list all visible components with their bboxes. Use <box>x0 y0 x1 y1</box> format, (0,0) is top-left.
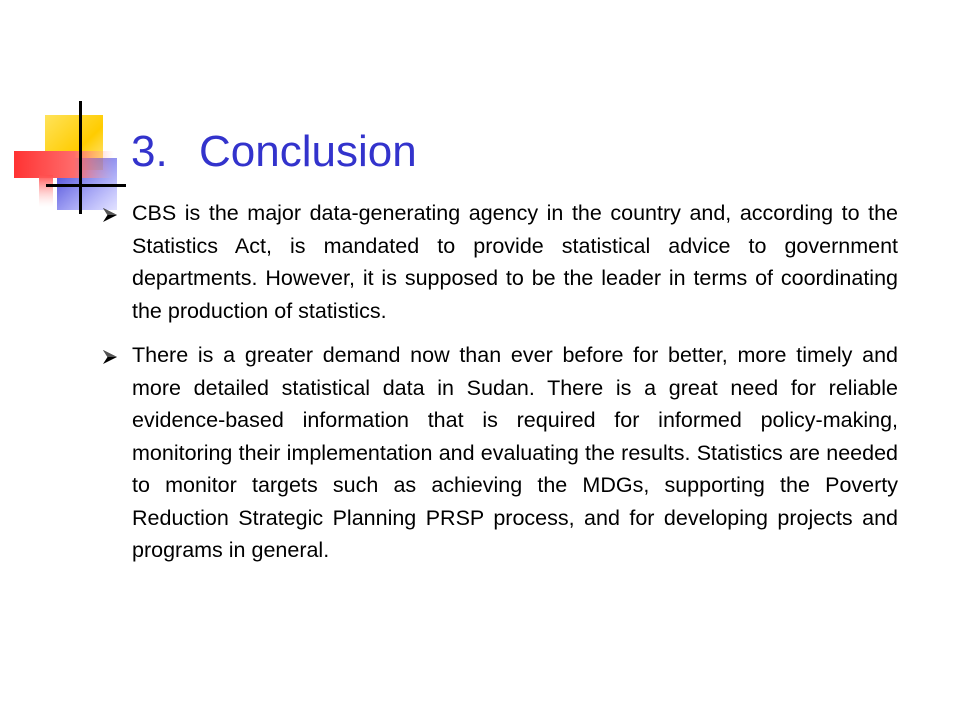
bullet-text: There is a greater demand now than ever before for better, more timely and more detailed statistical data in Sudan. There is a great need for reliable evidence-based information that is required for informed policy-making, monitoring their implementation and evaluating the results. Statistics are needed to monitor targets such as achieving the MDGs, supporting the Poverty Reduction Strategic Planning PRSP process, and for developing projects and programs in general. <box>132 343 898 562</box>
bullet-text: CBS is the major data-generating agency in the country and, according to the Statistics Act, is mandated to provide statistical advice to government departments. However, it is supposed to be the leader in terms of coordinating the production of statistics. <box>132 201 898 323</box>
decorative-squares-icon <box>0 0 140 230</box>
title-number: 3. <box>131 127 168 176</box>
list-item <box>100 339 898 567</box>
list-item <box>100 197 898 327</box>
arrowhead-bullet-icon <box>102 349 118 365</box>
bullet-list <box>100 197 898 579</box>
page-title <box>131 124 417 180</box>
arrowhead-bullet-icon <box>102 207 118 223</box>
title-text: Conclusion <box>199 127 417 176</box>
